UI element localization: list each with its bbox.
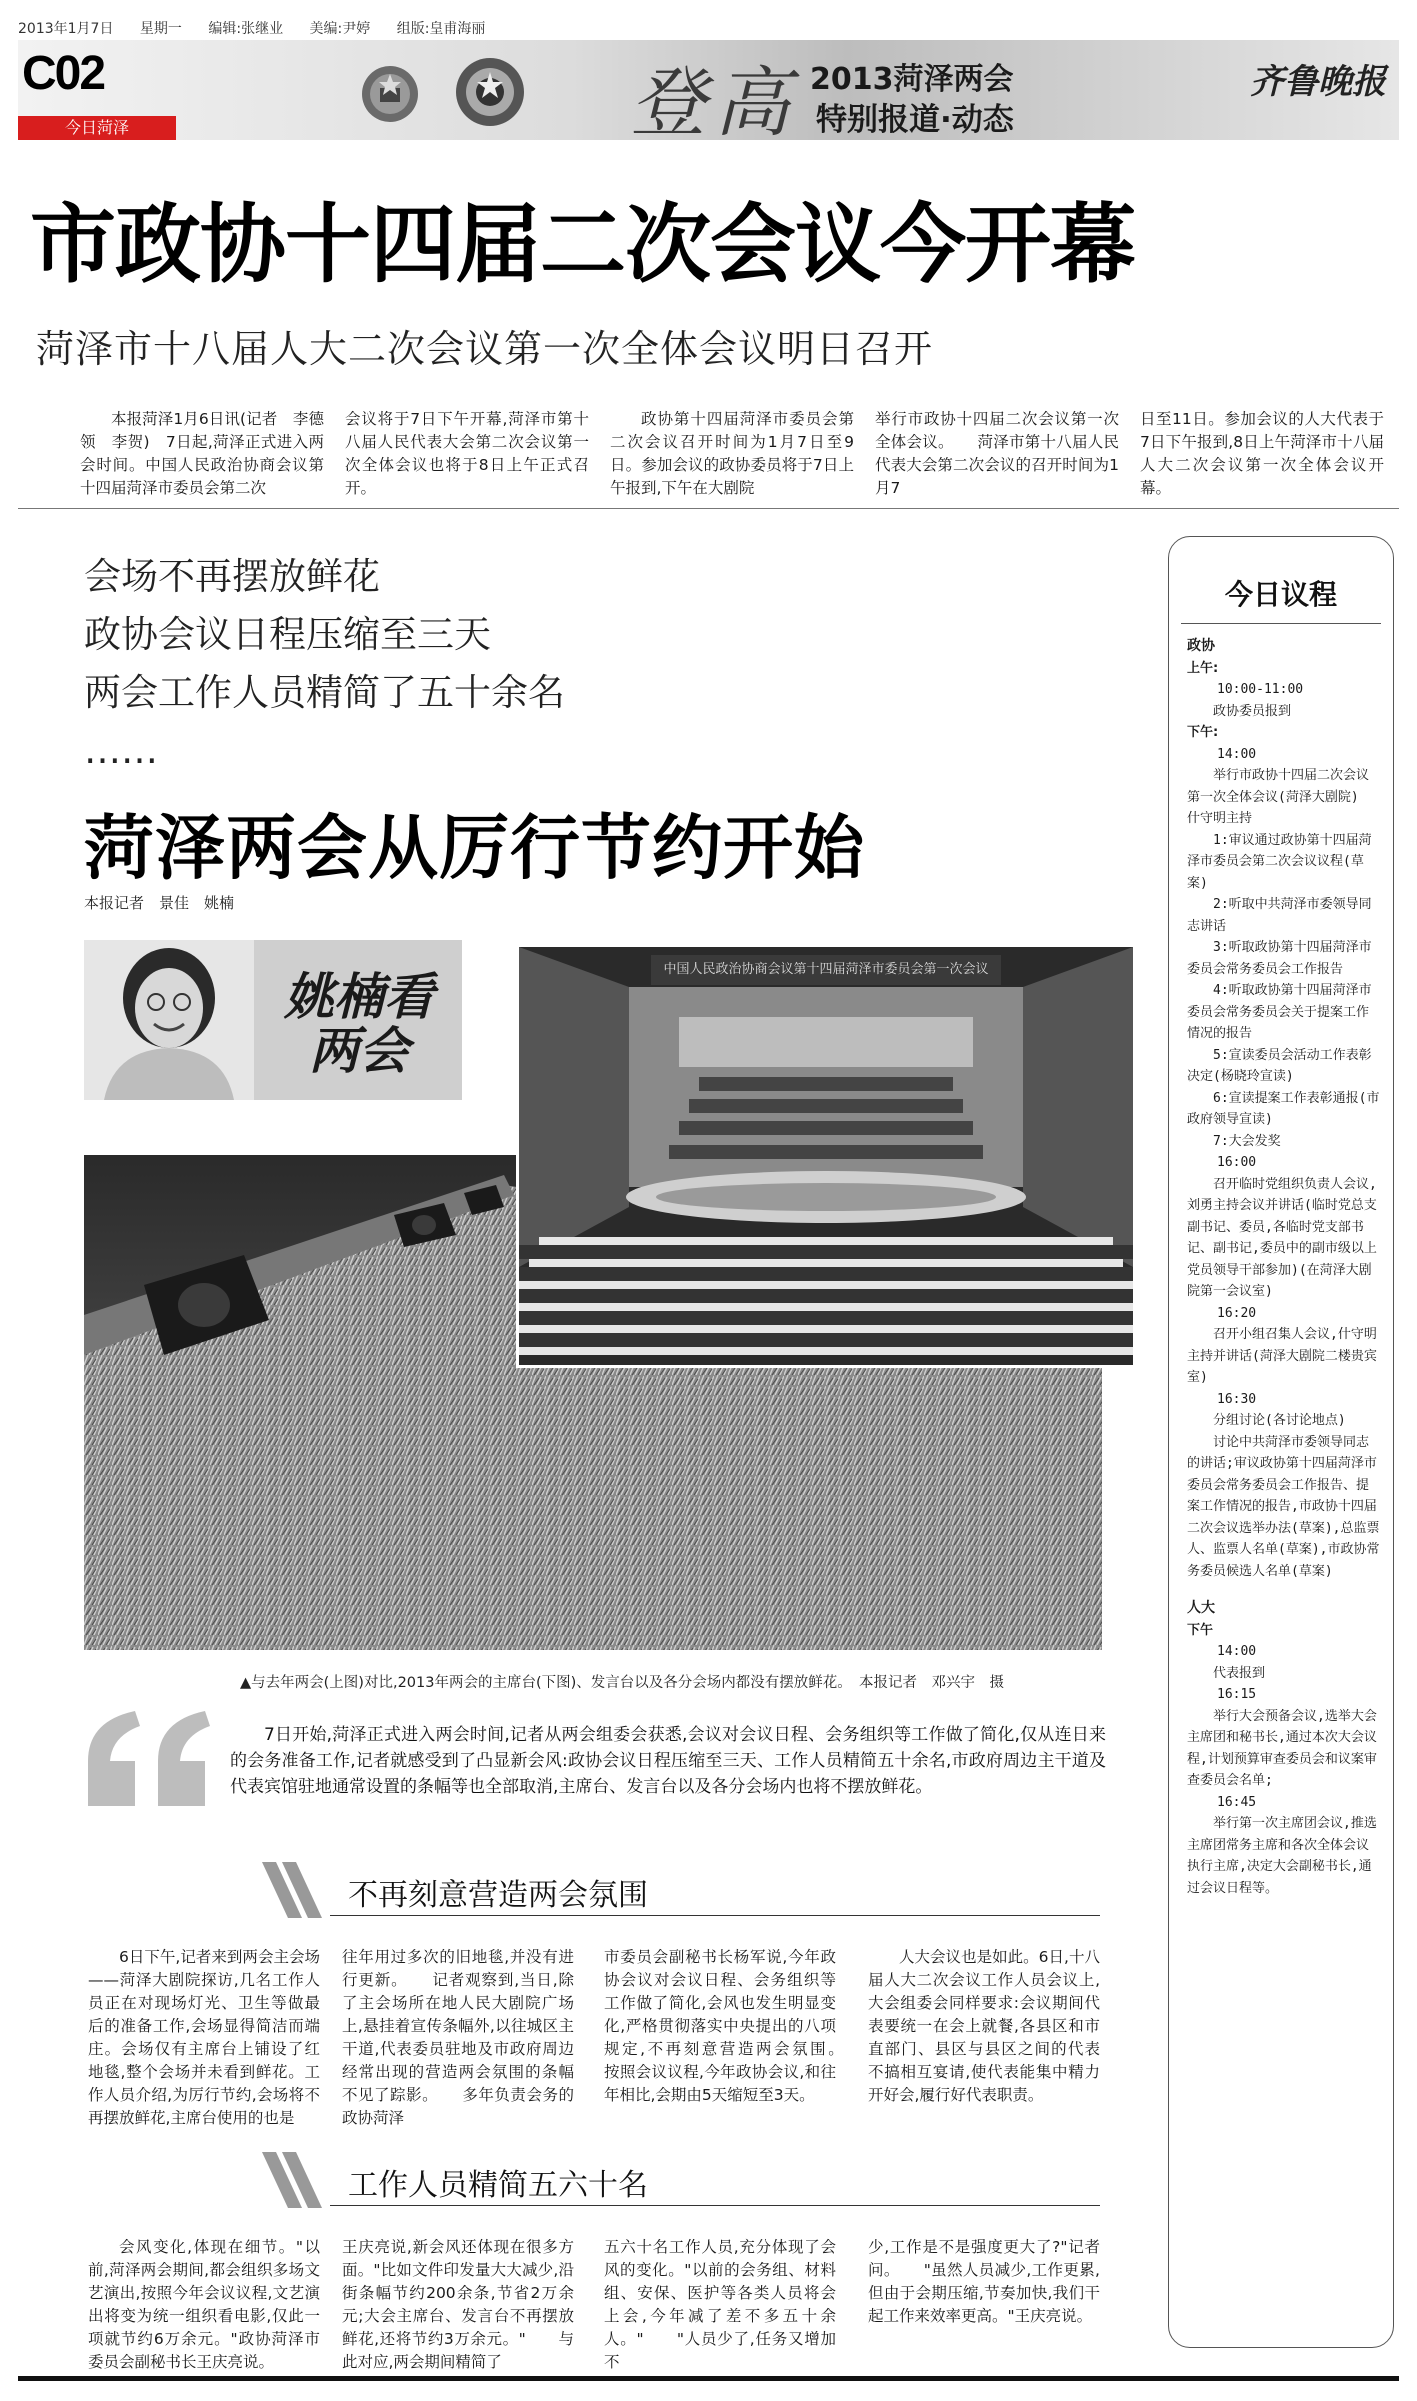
cppcc-emblem-icon <box>450 52 530 132</box>
feature-intro-text: 7日开始,菏泽正式进入两会时间,记者从两会组委会获悉,会议对会议日程、会务组织等工作做了简化,仅从连日来的会务准备工作,记者就感受到了凸显新会风:政协会议日程压缩至三天、工作人员精简五十余名,市政府周边主干道及代表宾馆驻地通常设置的条幅等也全部取消,主席台、发言台以及各分会场内也将不摆放鲜花。 <box>230 1725 1106 1797</box>
agenda-zx-item-3: 下午: <box>1187 725 1219 740</box>
lead-col-2-text: 会议将于7日下午开幕,菏泽市第十八届人民代表大会第二次会议第一次全体会议也将于8日上午正式召开。 <box>345 410 589 497</box>
s2-col-3-text: 五六十名工作人员,充分体现了会风的变化。"以前的会务组、材料组、安保、医护等各类人员将会上会,今年减了差不多五十余人。" "人员少了,任务又增加不 <box>604 2238 836 2371</box>
agenda-zx-item-8: 3:听取政协第十四届菏泽市委员会常务委员会工作报告 <box>1187 940 1372 977</box>
lead-col-4 <box>875 408 1119 500</box>
lead-col-2 <box>345 408 589 500</box>
agenda-rd-item-2: 代表报到 <box>1213 1665 1266 1681</box>
columnist-portrait-icon <box>84 940 254 1100</box>
agenda-title: 今日议程 <box>1224 578 1337 611</box>
section1-title: 不再刻意营造两会氛围 <box>348 1878 648 1913</box>
cppcc-emblem-wrap <box>450 52 530 136</box>
editor-credit: 编辑:张继业 <box>208 21 284 37</box>
s1-col-1 <box>88 1946 320 2130</box>
lead-col-3 <box>610 408 854 500</box>
section2-slash-icon <box>258 2152 328 2208</box>
page-bottom-rule <box>18 2376 1399 2381</box>
agenda-zx-item-7: 2:听取中共菏泽市委领导同志讲话 <box>1187 897 1372 934</box>
agenda-zx-item-12: 7:大会发奖 <box>1213 1133 1281 1149</box>
feature-byline: 本报记者 景佳 姚楠 <box>84 894 235 912</box>
emblem-group <box>360 48 448 134</box>
agenda-zx-item-1: 10:00-11:00 <box>1217 682 1304 697</box>
agenda-rd-item-5: 16:45 <box>1217 1794 1257 1810</box>
agenda-rd-item-4: 举行大会预备会议,选举大会主席团和秘书长,通过本次大会议程,计划预算审查委员会和议案审查委员会名单; <box>1187 1708 1377 1788</box>
lead-col-1-text: 本报菏泽1月6日讯(记者 李德领 李贺) 7日起,菏泽正式进入两会时间。中国人民政治协商会议第十四届菏泽市委员会第二次 <box>80 410 324 497</box>
section2-rule <box>330 2205 1100 2206</box>
column-logo-text: 姚楠看两会 <box>284 967 434 1080</box>
agenda-zx-list <box>1169 624 1393 1582</box>
agenda-zx-label: 政协 <box>1187 638 1215 654</box>
paper-name: 齐鲁晚报 <box>1250 62 1386 102</box>
agenda-zx-item-18: 分组讨论(各讨论地点) <box>1213 1413 1346 1428</box>
banner-line-1: 2013菏泽两会 <box>810 62 1014 97</box>
agenda-rd-item-3: 16:15 <box>1217 1687 1257 1702</box>
lead-headline: 市政协十四届二次会议今开幕 <box>30 195 1135 295</box>
section2-title: 工作人员精简五六十名 <box>348 2168 648 2203</box>
kicker-line-1: 会场不再摆放鲜花 <box>84 555 380 598</box>
page-number: C02 <box>22 47 105 100</box>
s1-col-1-text: 6日下午,记者来到两会主会场——菏泽大剧院探访,几名工作人员正在对现场灯光、卫生等做最后的准备工作,会场显得简洁而端庄。会场仅有主席台上铺设了红地毯,整个会场并未看到鲜花。工作人员介绍,为厉行节约,会场将不再摆放鲜花,主席台使用的也是 <box>88 1948 320 2127</box>
kicker-line-4: …… <box>84 729 158 772</box>
column-logo-box <box>84 940 462 1100</box>
s2-col-4 <box>868 2236 1100 2328</box>
banner-line-2: 特别报道·动态 <box>816 102 1014 138</box>
agenda-zx-item-4: 14:00 <box>1217 746 1257 762</box>
quote-mark-shape <box>80 1706 220 1816</box>
s1-col-3-text: 市委员会副秘书长杨军说,今年政协会议对会议日程、会务组织等工作做了简化,会风也发生明显变化,严格贯彻落实中央提出的八项规定,不再刻意营造两会氛围。 按照会议议程,今年政协会议,和往年相比,会期由5天缩短至3天。 <box>604 1948 868 2104</box>
national-emblem-icon <box>360 48 448 134</box>
agenda-zx-item-6: 1:审议通过政协第十四届菏泽市委员会第二次会议议程(草案) <box>1187 832 1372 891</box>
meta-line <box>18 18 485 40</box>
s2-col-2-text: 王庆亮说,新会风还体现在很多方面。"比如文件印发量大大减少,沿街条幅节约200余条,节省2万余元;大会主席台、发言台不再摆放鲜花,还将节约3万余元。" 与此对应,两会期间精简了 <box>342 2238 574 2371</box>
s2-col-1 <box>88 2236 320 2374</box>
lead-col-1 <box>80 408 324 500</box>
agenda-rd-item-6: 举行第一次主席团会议,推选主席团常务主席和各次全体会议执行主席,决定大会副秘书长,通过会议日程等。 <box>1187 1816 1377 1896</box>
designer-credit: 美编:尹婷 <box>309 21 371 37</box>
photo-auditorium-image <box>519 947 1133 1365</box>
s2-col-4-text: 少,工作是不是强度更大了?"记者问。 "虽然人员减少,工作更累,但由于会期压缩,节奏加快,我们干起工作来效率更高。"王庆亮说。 <box>868 2238 1100 2325</box>
proof-credit: 组版:皇甫海丽 <box>396 21 486 37</box>
s1-col-4 <box>868 1946 1100 2107</box>
photo-auditorium <box>516 944 1136 1368</box>
agenda-zx-item-2: 政协委员报到 <box>1213 703 1292 719</box>
agenda-zx-item-14: 召开临时党组织负责人会议,刘勇主持会议并讲话(临时党总支副书记、委员,各临时党支部书记、副书记,委员中的副市级以上党员领导干部参加)(在菏泽大剧院第一会议室) <box>1187 1176 1377 1299</box>
slash-deco-shape-2 <box>258 2152 328 2208</box>
lead-divider <box>18 508 1399 509</box>
slash-deco-shape <box>258 1862 328 1918</box>
agenda-rd-list <box>1169 1582 1393 1899</box>
lead-col-4-text: 举行市政协十四届二次会议第一次全体会议。 菏泽市第十八届人民代表大会第二次会议的召开时间为1月7 <box>875 410 1119 497</box>
agenda-rd-label: 人大 <box>1187 1600 1215 1616</box>
s2-col-3 <box>604 2236 836 2374</box>
feature-headline: 菏泽两会从厉行节约开始 <box>84 807 865 889</box>
agenda-rd-item-0: 下午 <box>1187 1622 1214 1638</box>
agenda-zx-item-15: 16:20 <box>1217 1305 1257 1321</box>
quote-mark-icon <box>80 1706 220 1816</box>
agenda-zx-item-9: 4:听取政协第十四届菏泽市委员会常务委员会关于提案工作情况的报告 <box>1187 983 1372 1041</box>
banner-calligraphy: 登高 <box>630 58 798 147</box>
lead-col-5 <box>1140 408 1384 500</box>
agenda-zx-item-13: 16:00 <box>1217 1155 1257 1170</box>
feature-kicker <box>84 548 565 780</box>
issue-date: 2013年1月7日 <box>18 21 114 37</box>
s1-col-2-text: 往年用过多次的旧地毯,并没有进行更新。 记者观察到,当日,除了主会场所在地人民大剧院广场上,悬挂着宣传条幅外,以往城区主干道,代表委员驻地及市政府周边经常出现的营造两会氛围的条幅不见了踪影。 多年负责会务的政协菏泽 <box>342 1948 574 2127</box>
agenda-zx-item-5: 举行市政协十四届二次会议第一次全体会议(菏泽大剧院) 什守明主持 <box>1187 768 1372 826</box>
agenda-zx-item-11: 6:宣读提案工作表彰通报(市政府领导宣读) <box>1187 1090 1380 1127</box>
agenda-zx-item-19: 讨论中共菏泽市委领导同志的讲话;审议政协第十四届菏泽市委员会常务委员会工作报告、提案工作情况的报告,市政协十四届二次会议选举办法(草案),总监票人、监票人名单(草案),市政协常务委员候选人名单(草案) <box>1187 1434 1380 1579</box>
s2-col-1-text: 会风变化,体现在细节。"以前,菏泽两会期间,都会组织多场文艺演出,按照今年会议议程,文艺演出将变为统一组织看电影,仅此一项就节约6万余元。"政协菏泽市委员会副秘书长王庆亮说。 <box>88 2238 320 2371</box>
agenda-box <box>1168 536 1394 2348</box>
issue-weekday: 星期一 <box>139 21 182 37</box>
agenda-rd-item-1: 14:00 <box>1217 1644 1257 1659</box>
photo-caption: ▲与去年两会(上图)对比,2013年两会的主席台(下图)、发言台以及各分会场内都没有摆放鲜花。 本报记者 邓兴宇 摄 <box>240 1675 1005 1691</box>
agenda-zx-item-10: 5:宣读委员会活动工作表彰决定(杨晓玲宣读) <box>1187 1047 1372 1084</box>
lead-col-3-text: 政协第十四届菏泽市委员会第二次会议召开时间为1月7日至9日。参加会议的政协委员将于7日上午报到,下午在大剧院 <box>610 410 854 497</box>
lead-subhead: 菏泽市十八届人大二次会议第一次全体会议明日召开 <box>36 327 934 371</box>
section1-rule <box>330 1915 1100 1916</box>
agenda-zx-item-0: 上午: <box>1187 660 1219 676</box>
kicker-line-2: 政协会议日程压缩至三天 <box>84 613 491 656</box>
s2-col-2 <box>342 2236 574 2374</box>
section1-slash-icon <box>258 1862 328 1918</box>
agenda-zx-item-16: 召开小组召集人会议,什守明主持并讲话(菏泽大剧院二楼贵宾室) <box>1187 1327 1377 1385</box>
lead-col-5-text: 日至11日。参加会议的人大代表于7日下午报到,8日上午菏泽市十八届人大二次会议第一次全体会议开幕。 <box>1140 410 1384 497</box>
photo-auditorium-banner: 中国人民政治协商会议第十四届菏泽市委员会第一次会议 <box>651 955 1001 985</box>
s1-col-2 <box>342 1946 574 2130</box>
agenda-zx-item-17: 16:30 <box>1217 1391 1257 1407</box>
kicker-line-3: 两会工作人员精简了五十余名 <box>84 671 565 714</box>
s1-col-4-text: 人大会议也是如此。6日,十八届人大二次会议工作人员会议上,大会组委会同样要求:会议期间代表要统一在会上就餐,各县区和市直部门、县区与县区之间的代表不搞相互宴请,使代表能集中精力开好会,履行好代表职责。 <box>868 1948 1100 2104</box>
s1-col-3 <box>604 1946 868 2107</box>
section-tag: 今日菏泽 <box>18 116 176 140</box>
feature-intro <box>230 1722 1106 1800</box>
